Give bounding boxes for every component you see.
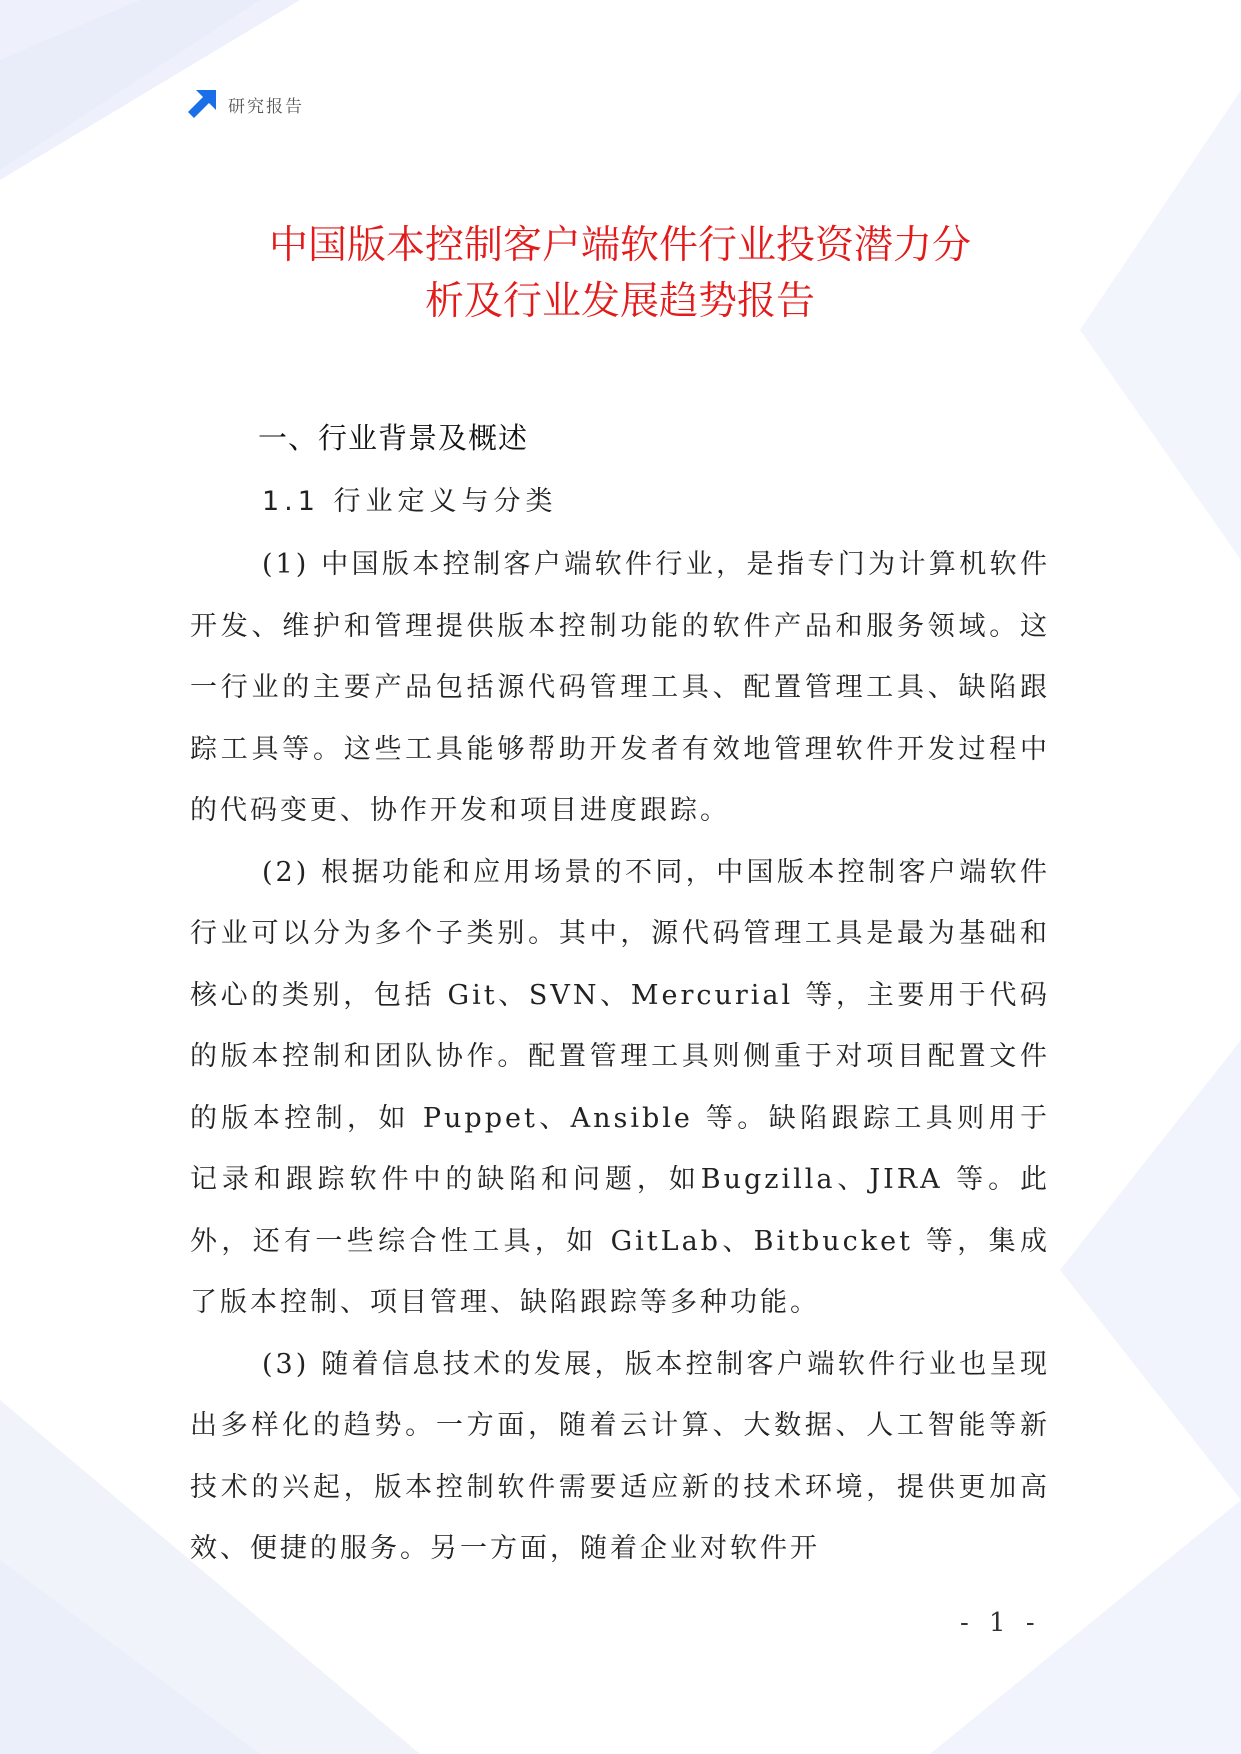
report-header [186,88,304,120]
section-heading: 一、行业背景及概述 [258,421,529,455]
paragraph: (1) 中国版本控制客户端软件行业，是指专门为计算机软件开发、维护和管理提供版本控制功能的软件产品和服务领域。这一行业的主要产品包括源代码管理工具、配置管理工具、缺陷跟踪工具等。这些工具能够帮助开发者有效地管理软件开发过程中的代码变更、协作开发和项目进度跟踪。 [190,549,1050,826]
header-label: 研究报告 [228,96,304,117]
arrow-up-right-icon [186,88,218,120]
report-title [190,218,1050,330]
page-number: - 1 - [960,1608,1041,1638]
body-text [190,534,1050,1580]
paragraph: (3) 随着信息技术的发展，版本控制客户端软件行业也呈现出多样化的趋势。一方面，随着云计算、大数据、人工智能等新技术的兴起，版本控制软件需要适应新的技术环境，提供更加高效、便捷的服务。另一方面，随着企业对软件开 [190,1348,1050,1564]
title-line-2: 析及行业发展趋势报告 [424,279,815,324]
title-line-1: 中国版本控制客户端软件行业投资潜力分 [268,223,971,268]
paragraph: (2) 根据功能和应用场景的不同，中国版本控制客户端软件行业可以分为多个子类别。其中，源代码管理工具是最为基础和核心的类别，包括 Git、SVN、Mercurial 等，主要用于代码的版本控制和团队协作。配置管理工具则侧重于对项目配置文件的版本控制，如 Puppet、Ansible 等。缺陷跟踪工具则用于记录和跟踪软件中的缺陷和问题，如Bugzilla、JIRA 等。此外，还有一些综合性工具，如 GitLab、Bitbucket 等，集成了版本控制、项目管理、缺陷跟踪等多种功能。 [190,856,1050,1318]
subsection-heading: 1.1 行业定义与分类 [262,486,558,517]
